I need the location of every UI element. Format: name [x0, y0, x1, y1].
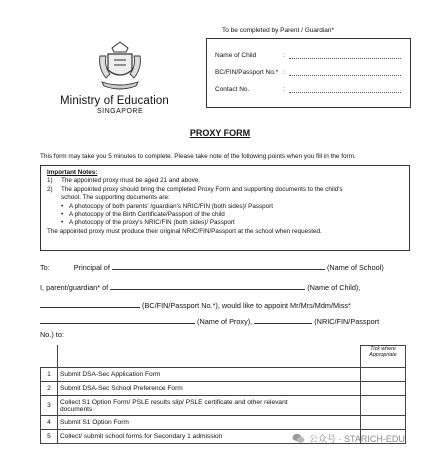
notes-heading: Important Notes:: [47, 169, 98, 176]
tick-cell[interactable]: [361, 396, 406, 416]
school-name-suffix: (Name of School): [326, 263, 384, 272]
authorisation-table: [40, 345, 406, 444]
bc-fin-letter-field[interactable]: [40, 300, 140, 308]
table-header-row: [41, 346, 406, 368]
tick-cell[interactable]: [361, 382, 406, 396]
note-bullet: • A photocopy of both parents' /guardian's NRIC/FIN (both sides)/ Passport: [47, 203, 403, 211]
letter-line-1: [40, 262, 384, 272]
form-title: PROXY FORM: [189, 128, 251, 138]
coat-of-arms-icon: [92, 38, 148, 92]
table-row: 5 Collect/ submit school forms for Secondary 1 admission: [41, 430, 406, 444]
contact-label: Contact No.: [215, 86, 250, 93]
bc-fin-label: BC/FIN/Passport No.*: [215, 69, 279, 76]
table-row: 4 Submit S1 Option Form: [41, 416, 406, 430]
ministry-name: Ministry of Education: [60, 95, 169, 107]
watermark: [292, 432, 405, 445]
note-2: 2) The appointed proxy should bring the completed Proxy Form and supporting documents to the child's: [47, 185, 343, 193]
proxy-name-suffix: (Name of Proxy),: [197, 317, 253, 326]
bc-fin-field[interactable]: [289, 68, 401, 76]
parent-of-label: I, parent/guardian* of: [40, 283, 109, 292]
watermark-text: 公众号 · STARICH-EDU: [309, 434, 405, 444]
parent-info-box: [206, 38, 411, 108]
table-row: 3 Collect S1 Option Form/ PSLE results slip/ PSLE certificate and other relevant documents: [41, 396, 406, 416]
letter-line-5: No.) to:: [40, 330, 64, 339]
child-name-letter-field[interactable]: [110, 282, 305, 290]
principal-label: Principal of: [73, 263, 110, 272]
tick-header: Tick where Appropriate: [361, 346, 406, 368]
wechat-icon: [292, 433, 305, 444]
child-name-colon: :: [283, 52, 285, 59]
ministry-country: SINGAPORE: [97, 108, 144, 115]
note-2-cont: school. The supporting documents are:: [61, 194, 170, 202]
proxy-name-field[interactable]: [40, 316, 195, 324]
note-bullet: • A photocopy of the proxy's NRIC/FIN (both sides)/ Passport: [47, 219, 403, 227]
important-notes-box: [40, 165, 410, 251]
table-row: 2 Submit DSA-Sec School Preference Form: [41, 382, 406, 396]
table-row: 1 Submit DSA-Sec Application Form: [41, 368, 406, 382]
tick-cell[interactable]: [361, 368, 406, 382]
parent-box-caption: To be completed by Parent / Guardian*: [222, 27, 335, 34]
letter-line-2: [40, 282, 360, 292]
bc-fin-colon: :: [283, 69, 285, 76]
to-label: To:: [40, 263, 50, 272]
proxy-nric-field[interactable]: [254, 316, 312, 324]
bc-fin-row: [215, 68, 401, 76]
intro-text: This form may take you 5 minutes to complete. Please take note of the following points when you fill in the form.: [40, 153, 356, 160]
child-name-label: Name of Child: [215, 52, 257, 59]
contact-colon: :: [283, 86, 285, 93]
child-name-suffix: (Name of Child),: [307, 283, 361, 292]
school-name-field[interactable]: [112, 262, 325, 270]
note-bullet: • A photocopy of the Birth Certificate/Passport of the child: [47, 211, 403, 219]
letter-line-4: [40, 316, 379, 326]
notes-closing: The appointed proxy must produce their original NRIC/FIN/Passport at the school when requested.: [47, 227, 322, 235]
child-name-row: [215, 51, 401, 59]
note-1: 1) The appointed proxy must be aged 21 and above.: [47, 177, 200, 185]
tick-cell[interactable]: [361, 416, 406, 430]
contact-row: [215, 85, 401, 93]
letter-line-3: [40, 300, 351, 310]
child-name-field[interactable]: [289, 51, 401, 59]
contact-field[interactable]: [289, 85, 401, 93]
proxy-nric-suffix: (NRIC/FIN/Passport: [314, 317, 380, 326]
appoint-text: (BC/FIN/Passport No.*), would like to appoint Mr/Mrs/Mdm/Miss*: [142, 301, 351, 310]
